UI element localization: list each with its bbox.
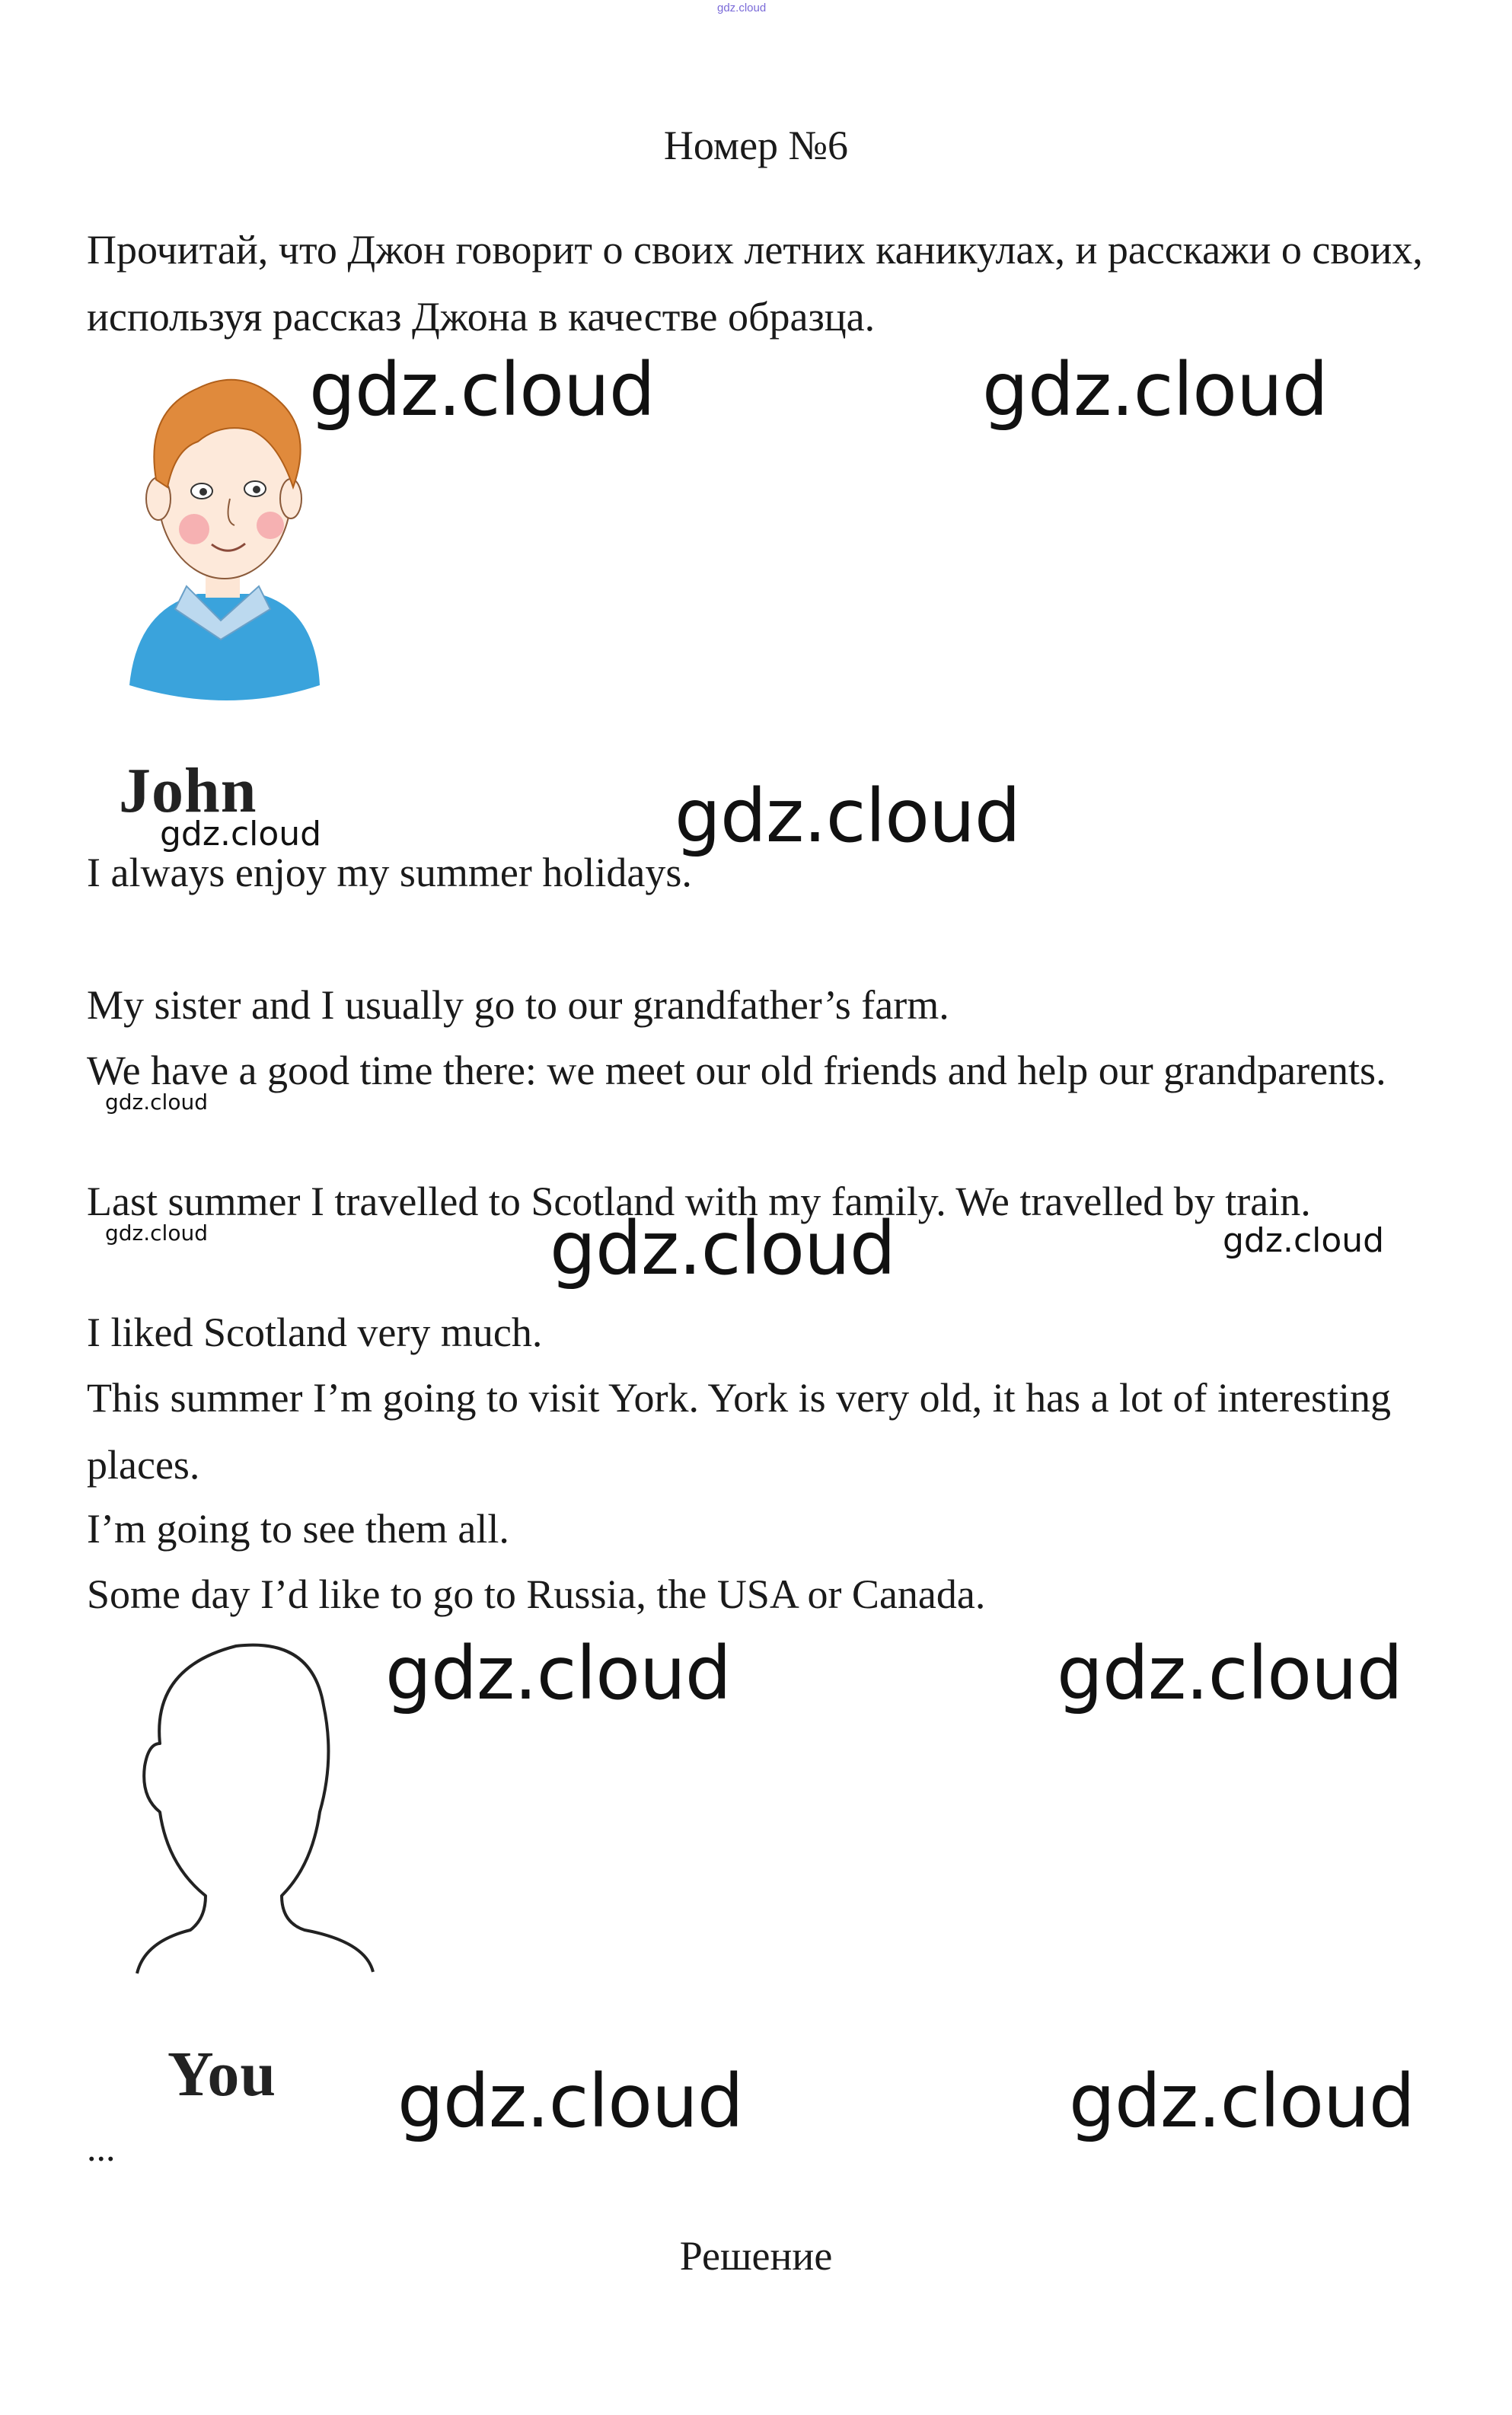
solution-heading: Решение: [679, 2233, 833, 2279]
watermark: gdz.cloud: [550, 1206, 895, 1291]
task-instruction: Прочитай, что Джон говорит о своих летних каникулах, и расскажи о своих, используя рассказ Джона в качестве образца.: [87, 227, 1423, 340]
story-line: Last summer I travelled to Scotland with my family. We travelled by train.: [87, 1179, 1311, 1224]
story-line: I’m going to see them all.: [87, 1506, 509, 1552]
top-watermark: gdz.cloud: [717, 2, 767, 14]
story-line: My sister and I usually go to our grandfather’s farm.: [87, 982, 949, 1028]
story-line: We have a good time there: we meet our old friends and help our grandparents.: [87, 1048, 1386, 1093]
story-line: I always enjoy my summer holidays.: [87, 850, 692, 895]
story-line: This summer I’m going to visit York. York is very old, it has a lot of interesting places.: [87, 1375, 1391, 1488]
watermark: gdz.cloud: [160, 815, 322, 853]
watermark: gdz.cloud: [105, 1220, 208, 1246]
ellipsis: ...: [87, 2126, 116, 2169]
watermark: gdz.cloud: [675, 774, 1020, 859]
watermark: gdz.cloud: [105, 1089, 208, 1115]
john-sweater: [129, 594, 320, 700]
story-line: Some day I’d like to go to Russia, the USA or Canada.: [87, 1571, 986, 1617]
silhouette-outline: [137, 1645, 373, 1973]
watermark: gdz.cloud: [309, 347, 655, 432]
you-caption: You: [167, 2039, 277, 2110]
story-line: I liked Scotland very much.: [87, 1310, 543, 1355]
page-title: Номер №6: [663, 123, 849, 168]
john-illustration: [114, 358, 327, 708]
watermark: gdz.cloud: [1223, 1221, 1385, 1260]
watermark: gdz.cloud: [1057, 1631, 1402, 1716]
watermark: gdz.cloud: [1069, 2059, 1415, 2144]
john-caption: John: [119, 755, 257, 826]
watermark: gdz.cloud: [385, 1631, 731, 1716]
you-silhouette: [107, 1637, 381, 1980]
watermark: gdz.cloud: [982, 347, 1328, 432]
watermark: gdz.cloud: [397, 2059, 743, 2144]
